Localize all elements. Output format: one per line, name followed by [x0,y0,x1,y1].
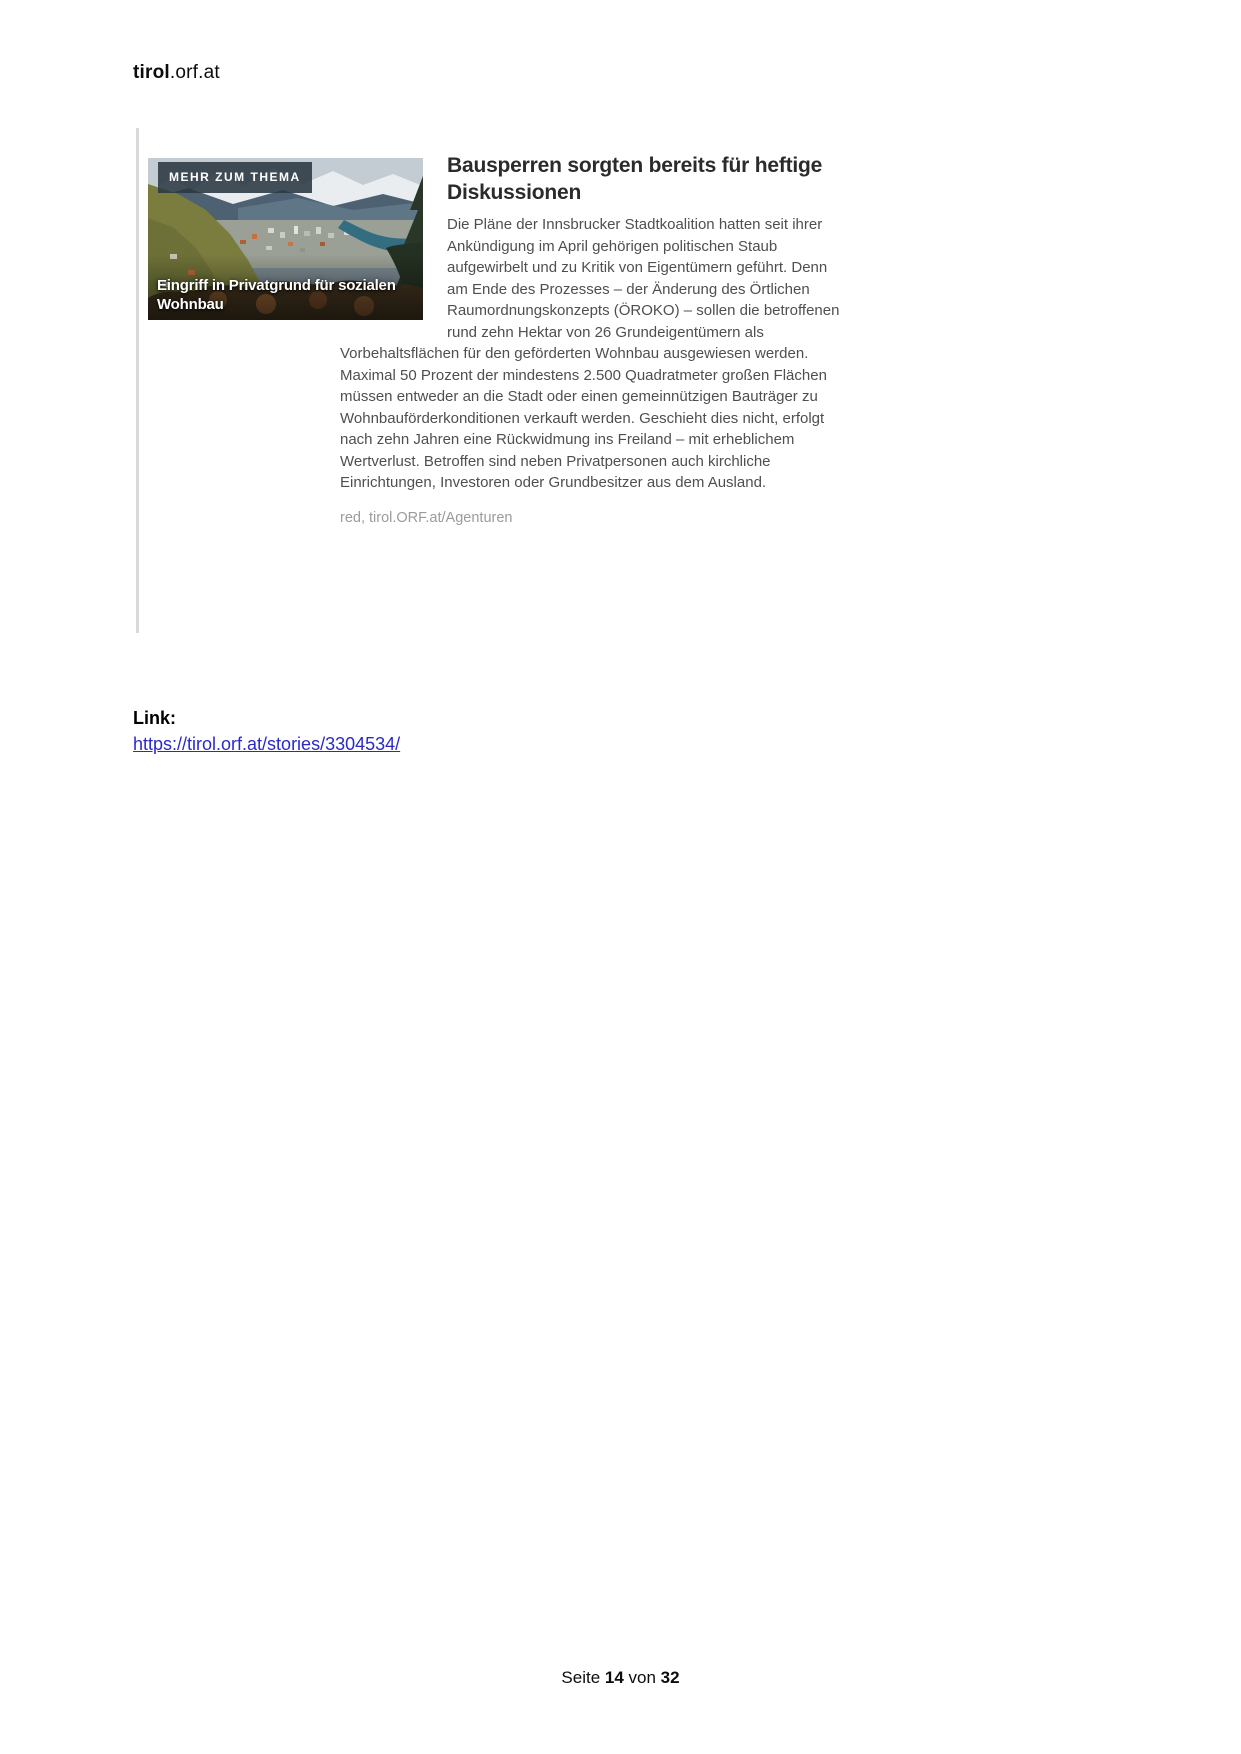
footer-middle: von [623,1668,661,1687]
footer-prefix: Seite [561,1668,605,1687]
article-quote-block [136,128,844,633]
site-name-rest: .orf.at [169,62,220,83]
article-content [157,128,840,529]
page-footer [0,1668,1241,1688]
link-section [133,705,400,757]
footer-page-number: 14 [604,1668,624,1687]
article-credit: red, tirol.ORF.at/Agenturen [340,509,513,526]
site-header [133,62,220,84]
footer-total-pages: 32 [660,1668,680,1687]
mehr-zum-thema-badge: MEHR ZUM THEMA [158,162,312,193]
site-name-bold: tirol [133,62,170,83]
article-body-text: Die Pläne der Innsbrucker Stadtkoalition hatten seit ihrer Ankündigung im April gehörigen politischen Staub aufgewirbelt und zu Kritik von Eigentümern geführt. Denn am Ende des Prozesses – der Änderung des Örtlichen Raumordnungskonzepts (ÖROKO) – sollen die betroffenen rund zehn Hektar von 26 Grundeigentümern als Vorbehaltsflächen für den geförderten Wohnbau ausgewiesen werden. Maximal 50 Prozent der mindestens 2.500 Quadratmeter großen Flächen müssen entweder an die Stadt oder einen gemeinnützigen Bauträger zu Wohnbauförderkonditionen verkauft werden. Geschieht dies nicht, erfolgt nach zehn Jahren eine Rückwidmung ins Freiland – mit erheblichem Wertverlust. Betroffen sind neben Privatpersonen auch kirchliche Einrichtungen, Investoren oder Grundbesitzer aus dem Ausland. [340,216,840,491]
article-thumbnail [148,158,423,320]
article-heading: Bausperren sorgten bereits für heftige Diskussionen [447,154,823,204]
thumbnail-caption: Eingriff in Privatgrund für sozialen Wohnbau [157,277,396,313]
link-label: Link: [133,708,176,728]
article-url-link[interactable]: https://tirol.orf.at/stories/3304534/ [133,734,401,754]
